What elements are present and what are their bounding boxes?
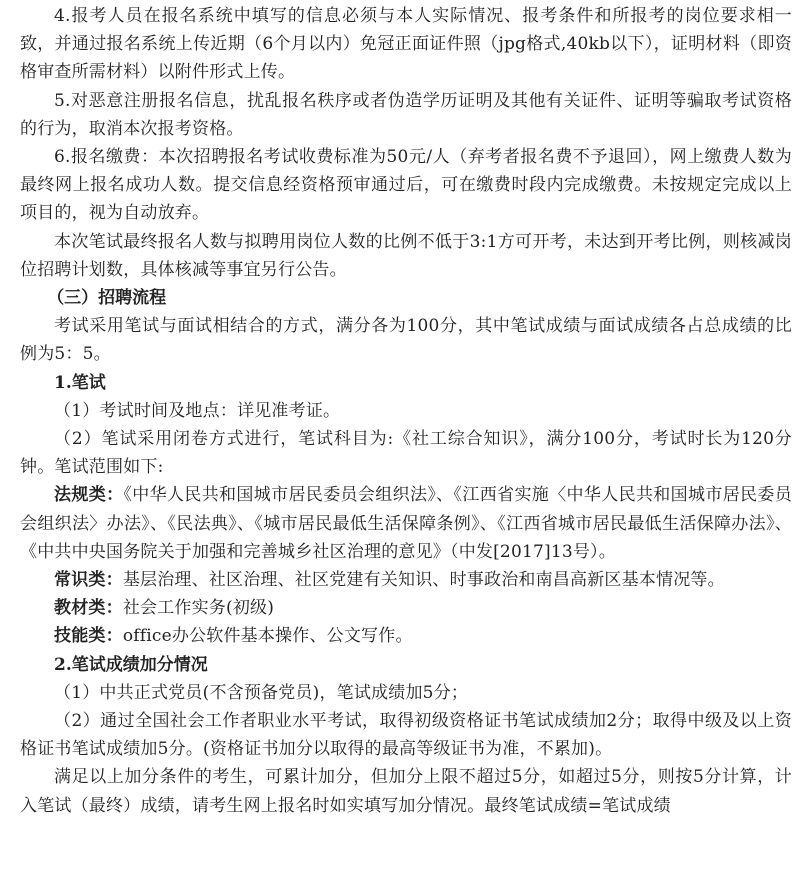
scope-law bbox=[20, 481, 792, 566]
scope-textbook-label: 教材类： bbox=[54, 598, 123, 619]
heading-written-exam: 1.笔试 bbox=[54, 372, 106, 393]
bonus-item-2: （2）通过全国社会工作者职业水平考试，取得初级资格证书笔试成绩加2分；取得中级及以上资格证书笔试成绩加5分。(资格证书加分以取得的最高等级证书为准，不累加)。 bbox=[20, 711, 792, 760]
scope-textbook bbox=[20, 594, 792, 622]
section-heading-recruitment-process: （三）招聘流程 bbox=[47, 288, 167, 309]
scope-skill-text: office办公软件基本操作、公文写作。 bbox=[122, 626, 413, 647]
paragraph-item-4: 4.报考人员在报名系统中填写的信息必须与本人实际情况、报考条件和所报考的岗位要求相一致，并通过报名系统上传近期（6个月以内）免冠正面证件照（jpg格式,40kb以下），证明材料（即资格审查所需材料）以附件形式上传。 bbox=[20, 6, 792, 83]
scope-common bbox=[20, 566, 792, 594]
bonus-summary: 满足以上加分条件的考生，可累计加分，但加分上限不超过5分，如超过5分，则按5分计算，计入笔试（最终）成绩，请考生网上报名时如实填写加分情况。最终笔试成绩=笔试成绩 bbox=[20, 767, 792, 816]
scope-law-text: 《中华人民共和国城市居民委员会组织法》、《江西省实施〈中华人民共和国城市居民委员会组织法〉办法》、《民法典》、《城市居民最低生活保障条例》、《江西省城市居民最低生活保障办法》、《中共中央国务院关于加强和完善城乡社区治理的意见》（中发[2017]13号）。 bbox=[20, 485, 792, 562]
paragraph-exam-method: 考试采用笔试与面试相结合的方式，满分各为100分，其中笔试成绩与面试成绩各占总成绩的比例为5：5。 bbox=[20, 316, 792, 365]
paragraph-item-6: 6.报名缴费：本次招聘报名考试收费标准为50元/人（弃考者报名费不予退回），网上缴费人数为最终网上报名成功人数。提交信息经资格预审通过后，可在缴费时段内完成缴费。未按规定完成以上项目的，视为自动放弃。 bbox=[20, 147, 792, 224]
heading-bonus-points: 2.笔试成绩加分情况 bbox=[54, 654, 208, 675]
scope-common-text: 基层治理、社区治理、社区党建有关知识、时事政治和南昌高新区基本情况等。 bbox=[122, 570, 725, 591]
paragraph-exam-ratio: 本次笔试最终报名人数与拟聘用岗位人数的比例不低于3:1方可开考，未达到开考比例，则核减岗位招聘计划数，具体核减等事宜另行公告。 bbox=[20, 231, 792, 280]
scope-skill-label: 技能类： bbox=[54, 626, 123, 647]
scope-textbook-text: 社会工作实务(初级) bbox=[122, 598, 275, 619]
written-exam-item-2: （2）笔试采用闭卷方式进行，笔试科目为:《社工综合知识》，满分100分，考试时长为120分钟。笔试范围如下: bbox=[20, 429, 792, 478]
scope-skill bbox=[20, 622, 792, 650]
written-exam-item-1: （1）考试时间及地点：详见准考证。 bbox=[54, 400, 341, 421]
bonus-item-1: （1）中共正式党员(不含预备党员)，笔试成绩加5分； bbox=[54, 682, 469, 703]
scope-law-label: 法规类： bbox=[54, 485, 124, 506]
scope-common-label: 常识类： bbox=[54, 570, 123, 591]
paragraph-item-5: 5.对恶意注册报名信息，扰乱报名秩序或者伪造学历证明及其他有关证件、证明等骗取考试资格的行为，取消本次报考资格。 bbox=[20, 90, 792, 139]
